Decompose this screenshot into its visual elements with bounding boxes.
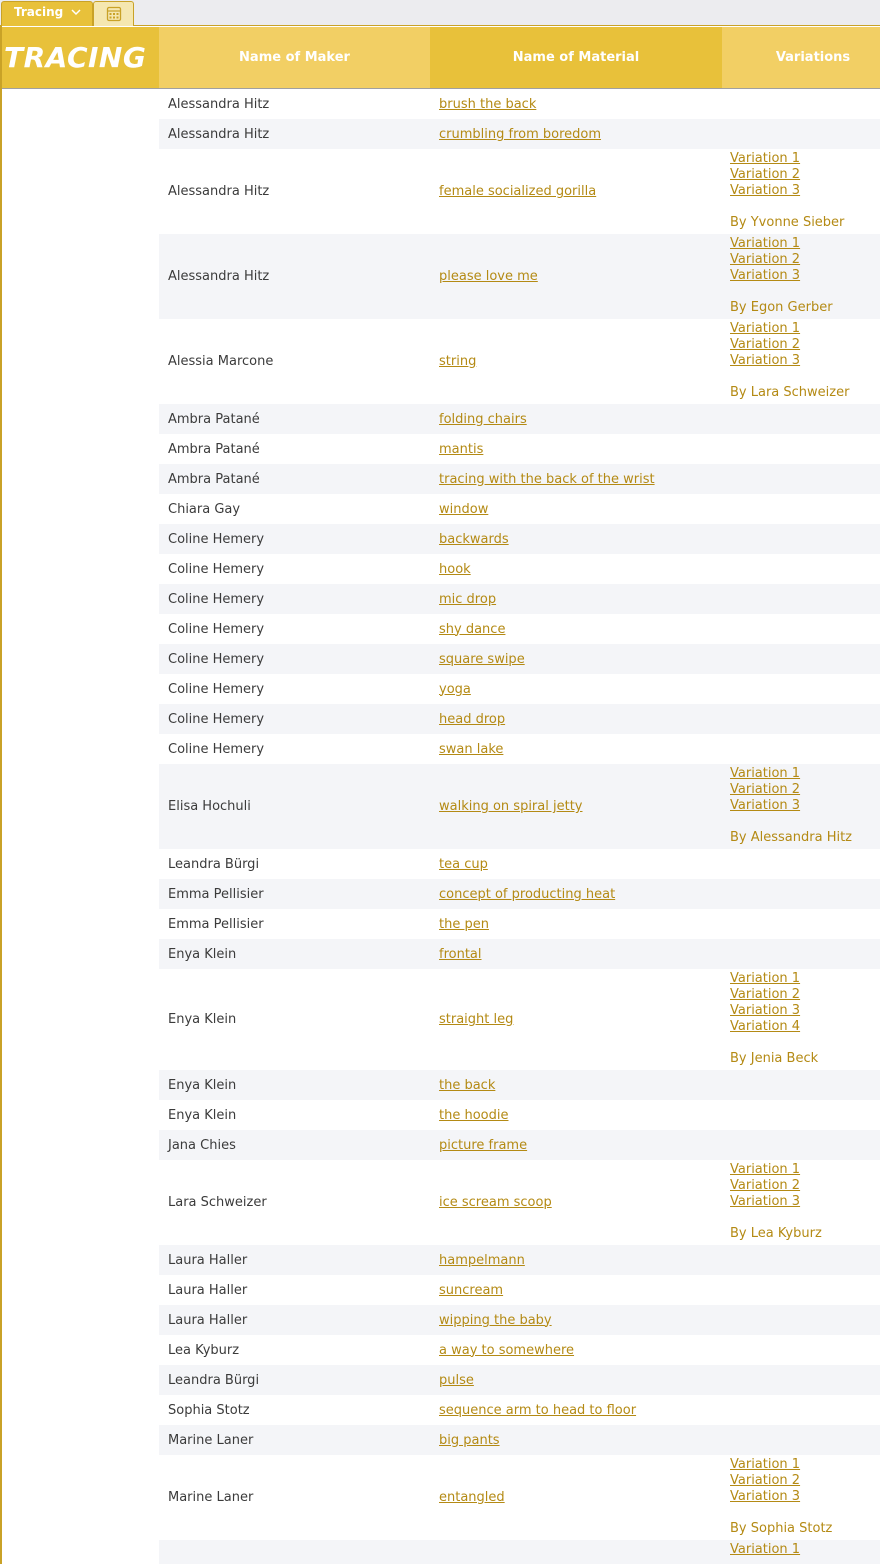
table-row (159, 1275, 880, 1305)
material-cell (430, 442, 721, 457)
maker-name: Coline Hemery (168, 651, 265, 667)
material-link[interactable]: hook (439, 561, 471, 577)
variations-cell (721, 734, 880, 736)
maker-name: Lea Kyburz (168, 1342, 240, 1358)
maker-name: Leandra Bürgi (168, 1372, 260, 1388)
material-cell (430, 1403, 721, 1418)
material-cell (430, 1373, 721, 1388)
material-link[interactable]: sequence arm to head to floor (439, 1402, 637, 1418)
table-row (159, 1130, 880, 1160)
variations-cell (721, 674, 880, 676)
material-cell (430, 857, 721, 872)
material-cell (430, 592, 721, 607)
variations-cell (721, 1275, 880, 1277)
table-row (159, 434, 880, 464)
maker-name: Leandra Bürgi (168, 856, 260, 872)
variation-author: By Alessandra Hitz (730, 830, 853, 845)
maker-name: Alessandra Hitz (168, 96, 270, 112)
variations-cell (721, 149, 880, 231)
maker-name: Alessia Marcone (168, 354, 274, 369)
maker-name: Marine Laner (168, 1490, 254, 1505)
variations-cell (721, 584, 880, 586)
variation-author: By Lea Kyburz (730, 1226, 822, 1241)
maker-name: Emma Pellisier (168, 886, 264, 902)
material-cell (430, 1343, 721, 1358)
maker-name: Elisa Hochuli (168, 799, 251, 814)
table-row (159, 849, 880, 879)
material-cell (430, 1138, 721, 1153)
variations-cell (721, 1455, 880, 1537)
variation-link[interactable]: Variation 3 (730, 268, 801, 283)
material-link[interactable]: brush the back (439, 96, 537, 112)
maker-name: Coline Hemery (168, 531, 265, 547)
material-cell (430, 562, 721, 577)
material-link[interactable]: ice scream scoop (439, 1195, 552, 1210)
variation-link[interactable]: Variation 2 (730, 782, 801, 797)
variation-author: By Sophia Stotz (730, 1521, 833, 1536)
variations-cell (721, 909, 880, 911)
maker-name: Alessandra Hitz (168, 184, 270, 199)
maker-name: Coline Hemery (168, 681, 265, 697)
tab-calculator[interactable] (93, 1, 134, 26)
maker-name: Ambra Patané (168, 441, 260, 457)
variations-cell (721, 704, 880, 706)
material-link[interactable]: walking on spiral jetty (439, 799, 583, 814)
variation-link[interactable]: Variation 3 (730, 798, 801, 813)
material-cell (430, 887, 721, 902)
material-link[interactable]: the hoodie (439, 1107, 509, 1123)
material-cell (430, 1078, 721, 1093)
table-row (159, 1305, 880, 1335)
table-row (159, 704, 880, 734)
material-link[interactable]: picture frame (439, 1137, 528, 1153)
material-cell (430, 917, 721, 932)
variations-cell (721, 1130, 880, 1132)
variations-cell (721, 644, 880, 646)
variation-link[interactable]: Variation 2 (730, 167, 801, 182)
material-cell (430, 682, 721, 697)
variation-author: By Egon Gerber (730, 300, 833, 315)
material-cell (430, 1313, 721, 1328)
maker-name: Ambra Patané (168, 411, 260, 427)
column-header-maker[interactable]: Name of Maker (159, 27, 430, 88)
material-cell (430, 1253, 721, 1268)
variation-link[interactable]: Variation 2 (730, 987, 801, 1002)
sheet-tab-bar (0, 0, 880, 26)
tab-tracing-label: Tracing (14, 5, 64, 19)
maker-name: Alessandra Hitz (168, 126, 270, 142)
maker-name: Enya Klein (168, 1077, 237, 1093)
variations-cell (721, 434, 880, 436)
material-cell (430, 742, 721, 757)
table-row (159, 464, 880, 494)
table-row (159, 89, 880, 119)
material-link[interactable]: mantis (439, 441, 484, 457)
variation-link[interactable]: Variation 2 (730, 1178, 801, 1193)
material-cell (430, 184, 721, 199)
table-header (2, 27, 880, 88)
variation-link[interactable]: Variation 2 (730, 337, 801, 352)
variations-cell (721, 879, 880, 881)
material-link[interactable]: square swipe (439, 651, 525, 667)
table-row (159, 764, 880, 849)
material-link[interactable]: wipping the baby (439, 1312, 552, 1328)
variations-cell (721, 969, 880, 1067)
table-row (159, 1335, 880, 1365)
material-link[interactable]: please love me (439, 269, 538, 284)
material-cell (430, 269, 721, 284)
table-row (159, 614, 880, 644)
variation-link[interactable]: Variation 3 (730, 1489, 801, 1504)
tab-tracing[interactable] (1, 1, 93, 26)
material-cell (430, 712, 721, 727)
maker-name: Coline Hemery (168, 591, 265, 607)
table-row (159, 319, 880, 404)
variation-link[interactable]: Variation 1 (730, 1457, 801, 1472)
material-cell (430, 947, 721, 962)
material-cell (430, 1433, 721, 1448)
variations-cell (721, 319, 880, 401)
material-link[interactable]: hampelmann (439, 1252, 525, 1268)
material-cell (430, 127, 721, 142)
material-cell (430, 502, 721, 517)
variation-link[interactable]: Variation 1 (730, 1162, 801, 1177)
material-link[interactable]: big pants (439, 1432, 500, 1448)
material-link[interactable]: pulse (439, 1372, 474, 1388)
material-cell (430, 1195, 721, 1210)
table-row (159, 1070, 880, 1100)
variations-cell (721, 234, 880, 316)
material-link[interactable]: backwards (439, 531, 509, 547)
maker-name: Enya Klein (168, 946, 237, 962)
maker-name: Coline Hemery (168, 561, 265, 577)
variation-link[interactable]: Variation 1 (730, 766, 801, 781)
material-cell (430, 532, 721, 547)
variations-cell (721, 1425, 880, 1427)
material-link[interactable]: mic drop (439, 591, 497, 607)
material-link[interactable]: the back (439, 1077, 496, 1093)
maker-name: Emma Pellisier (168, 916, 264, 932)
maker-name: Enya Klein (168, 1012, 237, 1027)
maker-name: Laura Haller (168, 1252, 248, 1268)
variations-cell (721, 1335, 880, 1337)
variation-link[interactable]: Variation 1 (730, 971, 801, 986)
material-link[interactable]: tea cup (439, 856, 488, 872)
material-link[interactable]: folding chairs (439, 411, 527, 427)
table-row (159, 969, 880, 1070)
material-cell (430, 1490, 721, 1505)
variations-cell (721, 524, 880, 526)
variations-cell (721, 764, 880, 846)
table-row (159, 1100, 880, 1130)
material-cell (430, 412, 721, 427)
variations-cell (721, 1395, 880, 1397)
variations-cell (721, 494, 880, 496)
material-link[interactable]: window (439, 501, 489, 517)
variation-link[interactable]: Variation 3 (730, 1003, 801, 1018)
variations-cell (721, 1100, 880, 1102)
variation-link[interactable]: Variation 1 (730, 321, 801, 336)
material-link[interactable]: swan lake (439, 741, 504, 757)
variations-cell (721, 1070, 880, 1072)
table-row (159, 879, 880, 909)
maker-name: Coline Hemery (168, 741, 265, 757)
material-cell (430, 652, 721, 667)
maker-name: Jana Chies (168, 1137, 236, 1153)
variation-author: By Yvonne Sieber (730, 215, 845, 230)
material-link[interactable]: frontal (439, 946, 482, 962)
table-row (159, 909, 880, 939)
maker-name: Lara Schweizer (168, 1195, 267, 1210)
material-cell (430, 1108, 721, 1123)
table-row (159, 1160, 880, 1245)
column-header-variations[interactable]: Variations (722, 27, 880, 88)
maker-name: Enya Klein (168, 1107, 237, 1123)
table-row (159, 644, 880, 674)
material-cell (430, 97, 721, 112)
material-cell (430, 622, 721, 637)
table-row (159, 1455, 880, 1540)
variations-cell (721, 849, 880, 851)
variation-link[interactable]: Variation 4 (730, 1019, 801, 1034)
variation-author: By Lara Schweizer (730, 385, 850, 400)
chevron-down-icon[interactable] (71, 7, 81, 17)
table-row (159, 149, 880, 234)
sheet-left-border (0, 26, 2, 1564)
table-row (159, 939, 880, 969)
maker-name: Laura Haller (168, 1282, 248, 1298)
table-row (159, 1540, 880, 1564)
table-row (159, 119, 880, 149)
table-row (159, 1395, 880, 1425)
variation-link[interactable]: Variation 3 (730, 183, 801, 198)
variation-link[interactable]: Variation 1 (730, 151, 801, 166)
material-link[interactable]: a way to somewhere (439, 1342, 575, 1358)
variations-cell (721, 1305, 880, 1307)
variation-link[interactable]: Variation 1 (730, 236, 801, 251)
variations-cell (721, 614, 880, 616)
maker-name: Marine Laner (168, 1432, 254, 1448)
variations-cell (721, 119, 880, 121)
material-cell (430, 1283, 721, 1298)
material-cell (430, 472, 721, 487)
variations-cell (721, 554, 880, 556)
material-link[interactable]: straight leg (439, 1012, 514, 1027)
table-row (159, 584, 880, 614)
material-link[interactable]: suncream (439, 1282, 504, 1298)
material-cell (430, 354, 721, 369)
material-link[interactable]: entangled (439, 1490, 505, 1505)
table-row (159, 1425, 880, 1455)
tracing-table (159, 89, 880, 1564)
material-link[interactable]: female socialized gorilla (439, 184, 597, 199)
variations-cell (721, 89, 880, 91)
variations-cell (721, 1365, 880, 1367)
variation-link[interactable]: Variation 2 (730, 252, 801, 267)
material-cell (430, 799, 721, 814)
variation-link[interactable]: Variation 2 (730, 1473, 801, 1488)
page-title: TRACING (2, 27, 159, 88)
maker-name: Laura Haller (168, 1312, 248, 1328)
table-row (159, 734, 880, 764)
table-row (159, 524, 880, 554)
maker-name: Coline Hemery (168, 711, 265, 727)
table-row (159, 494, 880, 524)
maker-name: Sophia Stotz (168, 1402, 250, 1418)
maker-name: Alessandra Hitz (168, 269, 270, 284)
table-row (159, 1365, 880, 1395)
material-link[interactable]: yoga (439, 681, 471, 697)
variations-cell (721, 1245, 880, 1247)
variation-author: By Jenia Beck (730, 1051, 819, 1066)
column-header-material[interactable]: Name of Material (430, 27, 722, 88)
variations-cell (721, 1540, 880, 1558)
material-link[interactable]: string (439, 354, 477, 369)
variations-cell (721, 464, 880, 466)
table-row (159, 1245, 880, 1275)
variations-cell (721, 939, 880, 941)
maker-name: Chiara Gay (168, 501, 241, 517)
variation-link[interactable]: Variation 1 (730, 1542, 801, 1557)
calculator-icon (106, 6, 122, 22)
variation-link[interactable]: Variation 3 (730, 1194, 801, 1209)
maker-name: Coline Hemery (168, 621, 265, 637)
variations-cell (721, 404, 880, 406)
table-row (159, 554, 880, 584)
variations-cell (721, 1160, 880, 1242)
material-link[interactable]: concept of producting heat (439, 886, 616, 902)
table-row (159, 674, 880, 704)
material-cell (430, 1012, 721, 1027)
material-link[interactable]: the pen (439, 916, 489, 932)
material-link[interactable]: shy dance (439, 621, 506, 637)
maker-name: Ambra Patané (168, 471, 260, 487)
variation-link[interactable]: Variation 3 (730, 353, 801, 368)
material-link[interactable]: tracing with the back of the wrist (439, 471, 655, 487)
material-link[interactable]: head drop (439, 711, 506, 727)
material-link[interactable]: crumbling from boredom (439, 126, 602, 142)
table-row (159, 234, 880, 319)
table-row (159, 404, 880, 434)
